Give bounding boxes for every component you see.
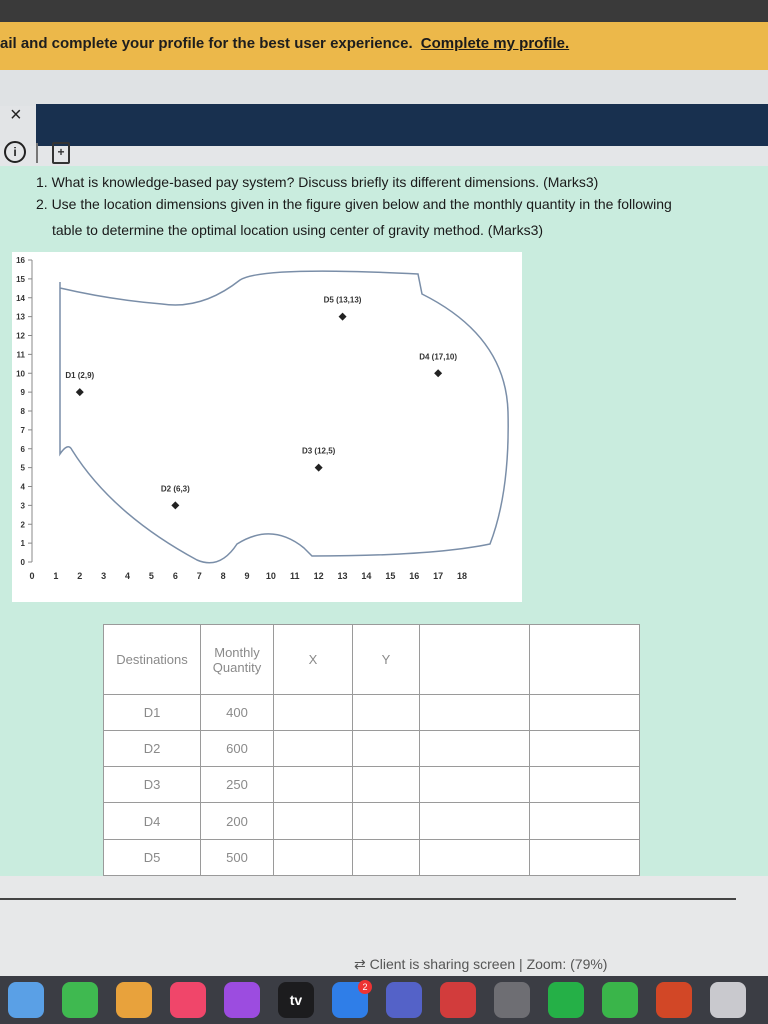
y-tick-label: 6 (20, 444, 25, 454)
table-row (104, 803, 640, 839)
y-tick-label: 8 (20, 407, 25, 416)
quantity-cell: 400 (201, 695, 274, 731)
point-label: D3 (12,5) (301, 446, 336, 456)
x-tick-label: 12 (313, 571, 324, 581)
info-icon[interactable]: i (4, 141, 26, 163)
empty-cell[interactable] (530, 839, 640, 875)
location-chart (12, 252, 522, 602)
x-tick-label: 13 (337, 571, 348, 581)
x-tick-label: 6 (172, 571, 178, 581)
y-tick-label: 5 (20, 463, 25, 473)
empty-cell[interactable] (353, 839, 420, 875)
y-tick-label: 7 (20, 425, 25, 435)
data-point (315, 464, 323, 472)
data-point (76, 388, 84, 396)
settings-icon[interactable] (494, 982, 530, 1018)
close-icon[interactable]: × (10, 104, 22, 126)
y-tick-label: 3 (20, 501, 25, 511)
empty-cell[interactable] (274, 731, 353, 767)
empty-cell[interactable] (353, 695, 420, 731)
empty-cell[interactable] (353, 731, 420, 767)
header-destinations: Destinations (104, 625, 201, 695)
x-tick-label: 10 (265, 571, 276, 581)
whatsapp-icon[interactable] (548, 982, 584, 1018)
table-row (104, 767, 640, 803)
document-toolbar (0, 146, 768, 168)
empty-cell[interactable] (420, 767, 530, 803)
y-tick-label: 16 (16, 256, 25, 265)
empty-cell[interactable] (353, 803, 420, 839)
banner-text: ail and complete your profile for the best user experience. (0, 35, 413, 52)
toolbar-separator (36, 143, 38, 163)
data-point (171, 501, 179, 509)
header-blank-1 (420, 625, 530, 695)
y-tick-label: 0 (20, 558, 25, 567)
empty-cell[interactable] (274, 839, 353, 875)
x-tick-label: 0 (29, 571, 35, 581)
x-tick-label: 8 (220, 571, 226, 581)
point-label: D4 (17,10) (419, 352, 458, 362)
quantity-cell: 500 (201, 839, 274, 875)
finder-icon[interactable] (8, 982, 44, 1018)
header-x: X (274, 625, 353, 695)
zoom-label: Zoom: (79%) (526, 956, 608, 972)
x-tick-label: 14 (361, 571, 372, 581)
x-tick-label: 9 (244, 571, 250, 581)
destination-cell: D3 (104, 767, 201, 803)
empty-cell[interactable] (420, 839, 530, 875)
empty-cell[interactable] (530, 731, 640, 767)
quantity-cell: 250 (201, 767, 274, 803)
quantity-cell: 600 (201, 731, 274, 767)
empty-cell[interactable] (530, 695, 640, 731)
header-y: Y (353, 625, 420, 695)
question-2-line-2: table to determine the optimal location using center of gravity method. (Marks3) (52, 222, 544, 238)
toolbar-area (0, 70, 768, 106)
empty-cell[interactable] (530, 767, 640, 803)
x-tick-label: 16 (409, 571, 420, 581)
music-icon[interactable] (170, 982, 206, 1018)
point-label: D1 (2,9) (65, 371, 95, 381)
quantity-table (103, 624, 640, 878)
data-point (339, 313, 347, 321)
screen-share-status: ⇄ Client is sharing screen | Zoom: (79%) (354, 956, 608, 972)
point-label: D2 (6,3) (160, 484, 190, 494)
table-row (104, 695, 640, 731)
empty-cell[interactable] (420, 803, 530, 839)
header-blank-2 (530, 625, 640, 695)
photos-icon[interactable] (116, 982, 152, 1018)
y-tick-label: 1 (20, 539, 25, 549)
podcasts-icon[interactable] (224, 982, 260, 1018)
empty-cell[interactable] (530, 803, 640, 839)
y-tick-label: 14 (16, 293, 25, 303)
sharing-label: Client is sharing screen (369, 956, 516, 972)
destination-cell: D4 (104, 803, 201, 839)
chart-svg (12, 252, 522, 602)
x-tick-label: 5 (148, 571, 154, 581)
divider-line (0, 898, 736, 900)
x-tick-label: 15 (385, 571, 396, 581)
header-monthly: Monthly (214, 644, 260, 660)
x-tick-label: 18 (456, 571, 468, 581)
table-row (104, 839, 640, 875)
sync-icon: ⇄ (354, 956, 366, 972)
region-outline (60, 271, 508, 563)
y-tick-label: 10 (16, 369, 25, 379)
y-tick-label: 2 (20, 520, 25, 530)
document-icon[interactable]: + (52, 142, 70, 164)
x-tick-label: 1 (53, 571, 59, 581)
data-point (434, 369, 442, 377)
table-row (104, 731, 640, 767)
empty-cell[interactable] (274, 695, 353, 731)
empty-cell[interactable] (353, 767, 420, 803)
y-tick-label: 12 (16, 331, 25, 341)
y-tick-label: 15 (16, 274, 25, 284)
question-2-line-1: 2. Use the location dimensions given in the figure given below and the monthly quantity in the following (36, 196, 672, 212)
quantity-cell: 200 (201, 803, 274, 839)
complete-profile-link[interactable]: Complete my profile. (420, 35, 570, 52)
y-tick-label: 4 (20, 482, 25, 492)
appstore-badge: 2 (358, 980, 372, 994)
presentation-icon[interactable] (440, 982, 476, 1018)
tv-icon[interactable]: tv (278, 982, 314, 1018)
facetime-icon[interactable] (62, 982, 98, 1018)
y-tick-label: 11 (16, 350, 25, 360)
x-tick-label: 4 (125, 571, 131, 581)
destination-cell: D2 (104, 731, 201, 767)
x-tick-label: 2 (77, 571, 83, 581)
header-monthly-quantity (201, 625, 274, 695)
window-icon[interactable] (710, 982, 746, 1018)
window-titlebar (36, 104, 768, 148)
top-strip (0, 0, 768, 22)
header-quantity: Quantity (212, 659, 262, 675)
empty-cell[interactable] (420, 731, 530, 767)
destination-cell: D5 (104, 839, 201, 875)
y-tick-label: 13 (16, 312, 25, 322)
empty-cell[interactable] (274, 767, 353, 803)
table-header-row (104, 625, 640, 695)
y-tick-label: 9 (20, 388, 25, 398)
x-tick-label: 7 (196, 571, 202, 581)
empty-cell[interactable] (274, 803, 353, 839)
x-tick-label: 11 (290, 571, 300, 581)
destination-cell: D1 (104, 695, 201, 731)
plus-icon[interactable] (602, 982, 638, 1018)
empty-cell[interactable] (420, 695, 530, 731)
x-tick-label: 3 (101, 571, 107, 581)
powerpoint-icon[interactable] (656, 982, 692, 1018)
question-1: 1. What is knowledge-based pay system? Discuss briefly its different dimensions. (Marks3) (36, 174, 599, 190)
teams-icon[interactable] (386, 982, 422, 1018)
point-label: D5 (13,13) (323, 295, 362, 305)
profile-banner (0, 22, 768, 70)
x-tick-label: 17 (433, 571, 444, 581)
